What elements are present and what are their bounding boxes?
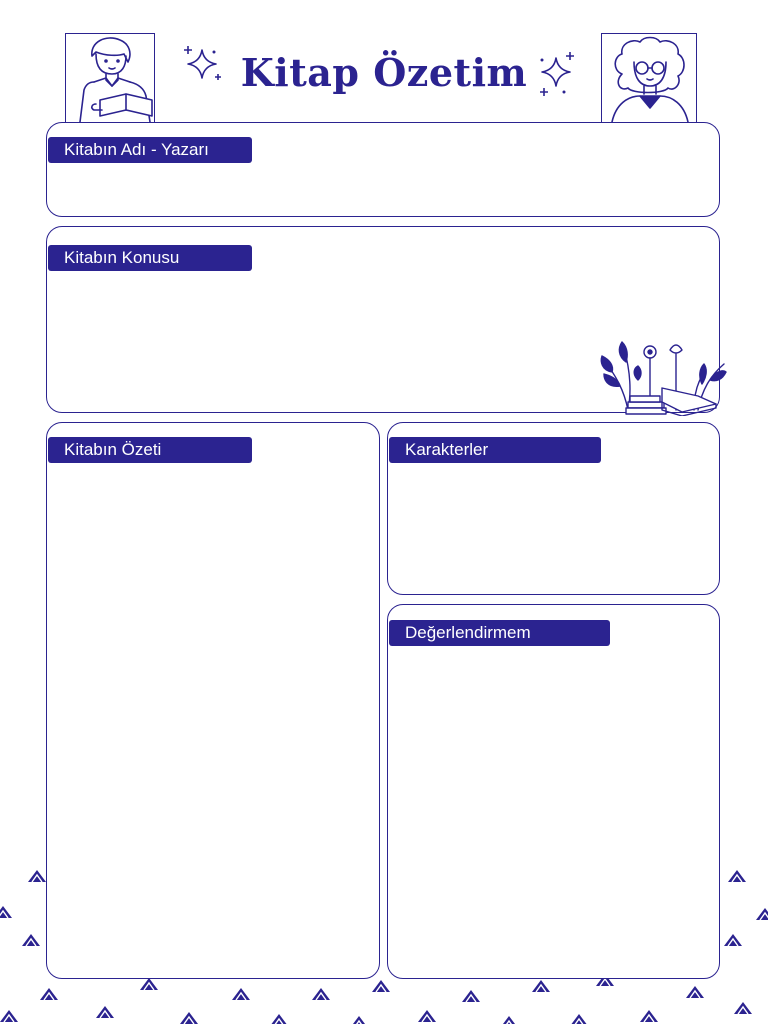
boy-reading-illustration — [65, 33, 155, 123]
page-title: Kitap Özetim — [240, 50, 528, 95]
characters-label: Karakterler — [389, 437, 601, 463]
sparkle-icon — [180, 44, 224, 84]
book-subject-label: Kitabın Konusu — [48, 245, 252, 271]
girl-with-glasses-illustration — [601, 33, 697, 123]
plants-and-books-illustration — [598, 340, 728, 416]
book-summary-panel[interactable] — [46, 422, 380, 979]
book-title-author-label: Kitabın Adı - Yazarı — [48, 137, 252, 163]
sparkle-icon — [536, 52, 580, 98]
evaluation-panel[interactable] — [387, 604, 720, 979]
evaluation-label: Değerlendirmem — [389, 620, 610, 646]
book-summary-label: Kitabın Özeti — [48, 437, 252, 463]
